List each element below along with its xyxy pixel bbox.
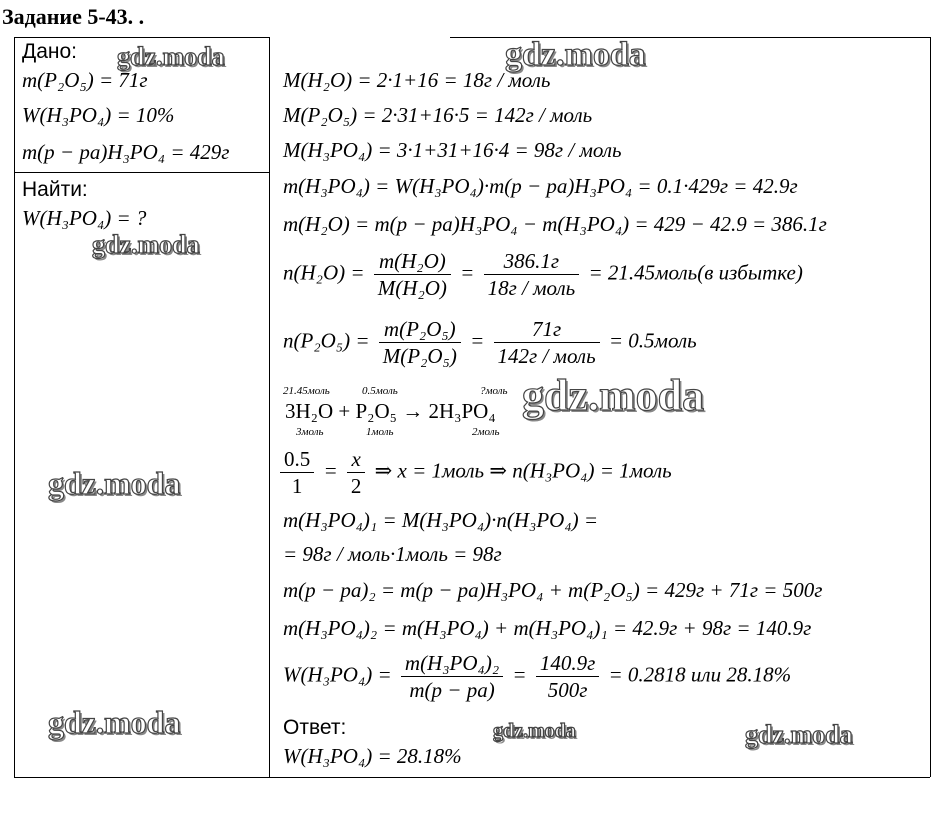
table-divider xyxy=(269,37,270,777)
denominator: M(P₂O₅) xyxy=(382,344,457,368)
solution-line-9: $\frac{0.5}{1}$ = $\frac{x}{2}$ ⇒ x = 1моль ⇒ n(H₃PO₄) = 1моль xyxy=(280,446,672,499)
fraction-mass-ratio xyxy=(401,650,503,703)
solution-line-4: m(H₃PO₄) = W(H₃PO₄)·m(p − pa)H₃PO₄ = 0.1·429г = 42.9г xyxy=(283,174,798,198)
table-right-border xyxy=(930,37,931,777)
solution-line-11: = 98г / моль·1моль = 98г xyxy=(283,542,502,566)
find-label: Найти: xyxy=(22,178,88,201)
fraction-ratio-left xyxy=(280,446,314,499)
watermark: gdz.moda xyxy=(505,36,646,73)
eq-above-1: 21.45моль xyxy=(283,385,330,397)
given-find-separator xyxy=(14,172,269,173)
watermark: gdz.moda xyxy=(48,704,181,740)
denominator: 1 xyxy=(291,474,303,498)
fraction-values xyxy=(494,316,600,369)
answer-label: Ответ: xyxy=(283,716,347,739)
n-h2o-left: n(H₂O) = xyxy=(283,260,365,285)
answer-line: W(H₃PO₄) = 28.18% xyxy=(283,744,462,768)
n-p2o5-result: = 0.5моль xyxy=(608,328,697,353)
solution-line-14: W(H₃PO₄) = $\frac{\text{m(H₃PO₄)₂}}{m(p - pa)}$ = $\frac{140.9г}{500г}$ = 0.2818 или 28.18% xyxy=(283,651,792,702)
denominator: M(H₂O) xyxy=(377,276,447,300)
eq-below-1: 3моль xyxy=(296,426,324,438)
solution-line-2: M(P₂O₅) = 2·31+16·5 = 142г / моль xyxy=(283,103,593,127)
w-left: W(H₃PO₄) = xyxy=(283,662,392,687)
numerator: m(H₂O) xyxy=(374,248,451,275)
eq-below-2: 1моль xyxy=(366,426,394,438)
table-left-border xyxy=(14,37,15,777)
eq-above-2: 0.5моль xyxy=(362,385,398,397)
numerator: 386.1г xyxy=(484,248,580,275)
numerator: 71г xyxy=(494,316,600,343)
watermark: gdz.moda xyxy=(493,720,576,742)
watermark: gdz.moda xyxy=(745,720,853,749)
numerator: m(P₂O₅) xyxy=(379,316,461,343)
denominator: 142г / моль xyxy=(497,344,596,368)
numerator: x xyxy=(347,446,366,473)
given-line-3: m(p − pa)H₃PO₄ = 429г xyxy=(22,140,230,164)
denominator: m(p − pa) xyxy=(409,678,495,702)
w-result: = 0.2818 или 28.18% xyxy=(608,662,792,687)
denominator: 500г xyxy=(547,678,588,702)
given-label: Дано: xyxy=(22,40,78,63)
eq-below-3: 2моль xyxy=(472,426,500,438)
denominator: 2 xyxy=(350,474,362,498)
numerator: m(H₃PO₄)₂ xyxy=(401,650,503,677)
solution-line-6: n(H₂O) = $\frac{\text{m(H₂O)}}{\text{M(H₂O)}}$ = $\frac{386.1г}{\text{18г / моль}}$ = 21.45моль(в избытке) xyxy=(283,249,803,300)
fraction-ratio-right xyxy=(347,446,366,499)
find-line-1: W(H₃PO₄) = ? xyxy=(22,206,147,230)
solution-line-12: m(p − pa)₂ = m(p − pa)H₃PO₄ + m(P₂O₅) = 429г + 71г = 500г xyxy=(283,578,823,602)
solution-line-3: M(H₃PO₄) = 3·1+31+16·4 = 98г / моль xyxy=(283,138,622,162)
fraction-mass-over-molar xyxy=(374,248,451,301)
fraction-values xyxy=(484,248,580,301)
solution-line-13: m(H₃PO₄)₂ = m(H₃PO₄) + m(H₃PO₄)₁ = 42.9г + 98г = 140.9г xyxy=(283,616,812,640)
reaction-equation: 3H₂O + P₂O₅ → 2H₃PO₄ xyxy=(285,399,496,423)
fraction-mass-over-molar xyxy=(379,316,461,369)
denominator: 18г / моль xyxy=(487,276,576,300)
table-top-left-border xyxy=(14,37,269,38)
ratio-result: ⇒ x = 1моль ⇒ n(H₃PO₄) = 1моль xyxy=(374,458,672,483)
n-h2o-result: = 21.45моль(в избытке) xyxy=(588,260,803,285)
watermark: gdz.moda xyxy=(522,371,705,420)
given-line-1: m(P₂O₅) = 71г xyxy=(22,68,148,92)
solution-line-10: m(H₃PO₄)₁ = M(H₃PO₄)·n(H₃PO₄) = xyxy=(283,508,599,532)
solution-line-1: M(H₂O) = 2·1+16 = 18г / моль xyxy=(283,68,551,92)
solution-line-5: m(H₂O) = m(p − pa)H₃PO₄ − m(H₃PO₄) = 429 − 42.9 = 386.1г xyxy=(283,212,827,236)
watermark: gdz.moda xyxy=(117,42,225,71)
eq-above-3: ?моль xyxy=(480,385,508,397)
solution-line-7: n(P₂O₅) = $\frac{\text{m(P₂O₅)}}{\text{M(P₂O₅)}}$ = $\frac{71г}{\text{142г / моль}}$ = 0.5моль xyxy=(283,317,697,368)
numerator: 0.5 xyxy=(280,446,314,473)
task-title: Задание 5-43. . xyxy=(2,4,145,29)
n-p2o5-left: n(P₂O₅) = xyxy=(283,328,370,353)
watermark: gdz.moda xyxy=(48,465,181,501)
fraction-values xyxy=(536,650,599,703)
table-bottom-border xyxy=(14,777,930,778)
watermark: gdz.moda xyxy=(92,230,200,259)
numerator: 140.9г xyxy=(536,650,599,677)
given-line-2: W(H₃PO₄) = 10% xyxy=(22,103,175,127)
